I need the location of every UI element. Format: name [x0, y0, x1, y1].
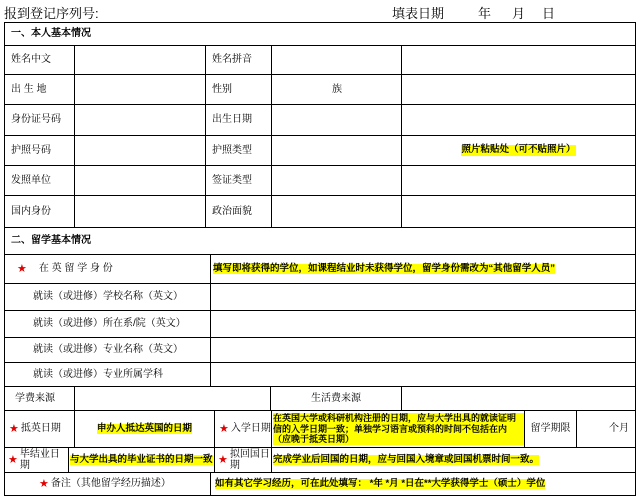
passport-number-field[interactable] — [75, 136, 206, 166]
year-label: 年 — [478, 6, 492, 21]
arrival-date-label: ★ 抵英日期 — [5, 411, 75, 448]
visa-type-label: 签证类型 — [206, 166, 272, 196]
gender-label: 性别 — [206, 75, 272, 105]
birth-date-field[interactable] — [272, 105, 402, 136]
enroll-hint: 在英国大学或科研机构注册的日期，应与大学出具的就读证明信的入学日期一致；单独学习语言或预科的时间不包括在内（应晚于抵英日期） — [273, 413, 524, 445]
id-extra-field[interactable] — [402, 105, 635, 136]
study-period-label: 留学期限 — [525, 411, 577, 448]
name-cn-field[interactable] — [75, 46, 206, 75]
tuition-source-field[interactable] — [75, 387, 271, 411]
graduation-date-label: ★ 毕结业日期 — [5, 448, 69, 473]
serial-number-label: 报到登记序列号: — [4, 6, 99, 21]
tuition-source-label: 学费来源 — [5, 387, 75, 411]
living-source-label: 生活费来源 — [271, 387, 402, 411]
passport-number-label: 护照号码 — [5, 136, 75, 166]
abroad-identity-text: 在 英 留 学 身 份 — [38, 263, 113, 275]
photo-area — [402, 136, 635, 166]
living-source-field[interactable] — [402, 387, 635, 411]
passport-type-field[interactable] — [272, 136, 402, 166]
enroll-date-field[interactable] — [272, 411, 525, 448]
day-label: 日 — [542, 6, 556, 21]
political-extra-field[interactable] — [402, 196, 635, 228]
birthplace-extra-field[interactable] — [402, 75, 635, 105]
arrival-hint: 申办人抵达英国的日期 — [96, 422, 192, 434]
arrival-date-field[interactable] — [75, 411, 215, 448]
id-number-label: 身份证号码 — [5, 105, 75, 136]
school-name-label: 就读（或进修）学校名称（英文） — [5, 284, 211, 311]
school-name-field[interactable] — [211, 284, 635, 311]
month-label: 月 — [512, 6, 526, 21]
registration-form — [4, 22, 636, 496]
remarks-field[interactable] — [211, 473, 635, 495]
domestic-identity-field[interactable] — [75, 196, 206, 228]
required-star-icon: ★ — [39, 477, 49, 490]
birth-date-label: 出生日期 — [206, 105, 272, 136]
name-cn-label: 姓名中文 — [5, 46, 75, 75]
return-date-label: ★ 拟回国日期 — [215, 448, 272, 473]
required-star-icon: ★ — [9, 422, 19, 435]
political-status-label: 政治面貌 — [206, 196, 272, 228]
return-hint: 完成学业后回国的日期，应与回国入境章或回国机票时间一致。 — [273, 453, 540, 465]
section-study-title: 二、留学基本情况 — [5, 228, 635, 255]
fill-date-label: 填表日期 — [392, 6, 445, 21]
political-status-field[interactable] — [272, 196, 402, 228]
study-period-field[interactable] — [577, 411, 635, 448]
domestic-identity-label: 国内身份 — [5, 196, 75, 228]
graduation-hint: 与大学出具的毕业证书的日期一致 — [70, 453, 213, 465]
ethnic-label: 族 — [272, 75, 402, 105]
major-name-field[interactable] — [211, 338, 635, 363]
major-category-field[interactable] — [211, 363, 635, 387]
abroad-identity-hint: 填写即将获得的学位，如课程结业时未获得学位，留学身份需改为“其他留学人员” — [213, 262, 556, 274]
required-star-icon: ★ — [8, 453, 18, 466]
enroll-date-label: ★ 入学日期 — [215, 411, 272, 448]
name-extra-field[interactable] — [402, 46, 635, 75]
abroad-identity-field[interactable] — [211, 255, 635, 284]
required-star-icon: ★ — [219, 422, 229, 435]
visa-type-field[interactable] — [272, 166, 402, 196]
major-category-label: 就读（或进修）专业所属学科 — [5, 363, 211, 387]
birthplace-label: 出 生 地 — [5, 75, 75, 105]
name-pinyin-label: 姓名拼音 — [206, 46, 272, 75]
passport-type-label: 护照类型 — [206, 136, 272, 166]
section-personal-title: 一、本人基本情况 — [5, 23, 635, 46]
photo-area-lower — [402, 166, 635, 196]
remarks-hint: 如有其它学习经历，可在此处填写： *年 *月 *日在**大学获得学士（硕士）学位 — [215, 477, 546, 489]
department-field[interactable] — [211, 311, 635, 338]
photo-note: 照片粘贴处（可不贴照片） — [461, 144, 576, 156]
months-unit: 个月 — [609, 423, 629, 435]
graduation-date-field[interactable] — [69, 448, 215, 473]
department-label: 就读（或进修）所在系/院（英文） — [5, 311, 211, 338]
abroad-identity-label — [5, 255, 211, 284]
name-pinyin-field[interactable] — [272, 46, 402, 75]
remarks-label: ★ 备注（其他留学经历描述） — [5, 473, 211, 495]
major-name-label: 就读（或进修）专业名称（英文） — [5, 338, 211, 363]
required-star-icon: ★ — [218, 453, 228, 466]
issuing-unit-field[interactable] — [75, 166, 206, 196]
form-header — [0, 0, 640, 22]
required-star-icon: ★ — [17, 262, 27, 275]
return-date-field[interactable] — [272, 448, 635, 473]
birthplace-field[interactable] — [75, 75, 206, 105]
issuing-unit-label: 发照单位 — [5, 166, 75, 196]
id-number-field[interactable] — [75, 105, 206, 136]
